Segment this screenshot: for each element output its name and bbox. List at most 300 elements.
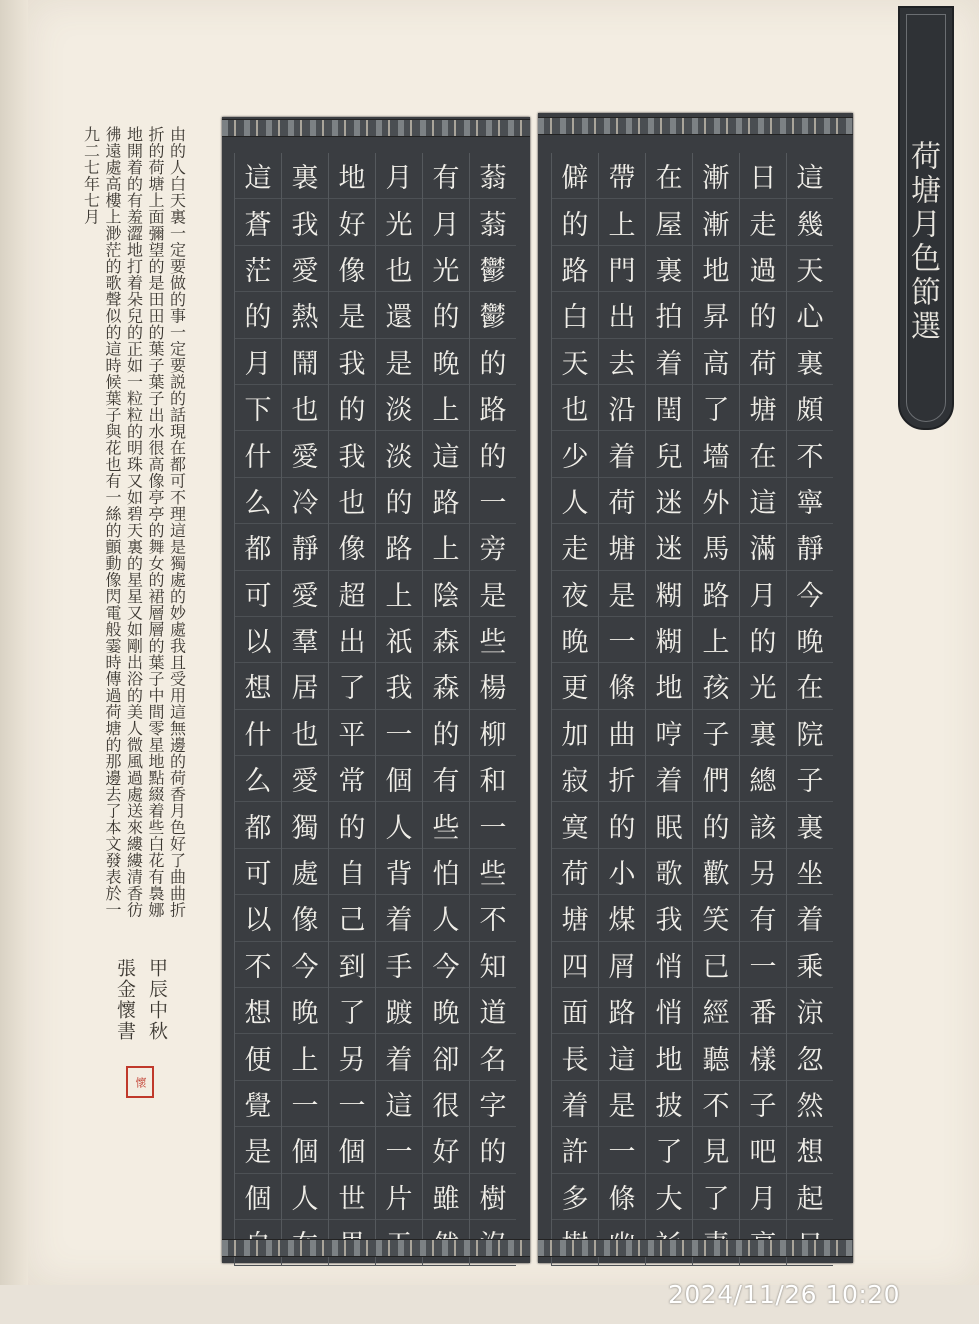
character-cell: 么 <box>235 756 281 802</box>
ornament-border-bottom <box>538 1239 853 1257</box>
character-cell: 涼 <box>787 988 833 1034</box>
character-cell: 月 <box>423 199 469 245</box>
character-grid-left <box>234 153 516 1266</box>
character-cell: 了 <box>329 663 375 709</box>
character-cell: 超 <box>329 571 375 617</box>
character-cell: 卻 <box>423 1034 469 1080</box>
character-cell: 着 <box>376 895 422 941</box>
character-cell: 茫 <box>235 246 281 292</box>
character-cell: 晚 <box>282 988 328 1034</box>
character-cell: 昇 <box>693 292 739 338</box>
character-cell: 馬 <box>693 524 739 570</box>
character-cell: 人 <box>376 802 422 848</box>
character-cell: 裏 <box>646 246 692 292</box>
character-cell: 今 <box>282 942 328 988</box>
character-cell: 小 <box>599 849 645 895</box>
character-cell: 裏 <box>787 339 833 385</box>
text-column <box>422 153 469 1266</box>
character-cell: 我 <box>282 199 328 245</box>
character-cell: 一 <box>376 1127 422 1173</box>
character-cell: 一 <box>470 478 516 524</box>
character-cell: 滿 <box>740 524 786 570</box>
character-cell: 是 <box>235 1127 281 1173</box>
character-cell: 這 <box>740 478 786 524</box>
character-cell: 子 <box>740 1081 786 1127</box>
character-cell: 獨 <box>282 802 328 848</box>
character-cell: 鬱 <box>470 292 516 338</box>
character-cell: 人 <box>552 478 598 524</box>
character-cell: 了 <box>646 1127 692 1173</box>
text-column <box>645 153 692 1266</box>
character-cell: 我 <box>329 339 375 385</box>
character-cell: 屑 <box>599 942 645 988</box>
character-cell: 笑 <box>693 895 739 941</box>
character-cell: 塘 <box>740 385 786 431</box>
character-cell: 院 <box>787 710 833 756</box>
character-cell: 歌 <box>646 849 692 895</box>
character-cell: 還 <box>376 292 422 338</box>
character-cell: 塘 <box>552 895 598 941</box>
character-cell: 是 <box>470 571 516 617</box>
character-cell: 是 <box>599 1081 645 1127</box>
character-cell: 着 <box>646 339 692 385</box>
character-cell: 路 <box>470 385 516 431</box>
character-cell: 悄 <box>646 988 692 1034</box>
character-cell: 些 <box>423 802 469 848</box>
character-cell: 晚 <box>423 988 469 1034</box>
character-cell: 折 <box>599 756 645 802</box>
character-cell: 歡 <box>693 849 739 895</box>
character-cell: 也 <box>282 385 328 431</box>
character-cell: 白 <box>552 292 598 338</box>
character-cell: 寂 <box>552 756 598 802</box>
character-cell: 地 <box>693 246 739 292</box>
character-cell: 字 <box>470 1081 516 1127</box>
character-cell: 更 <box>552 663 598 709</box>
character-cell: 不 <box>470 895 516 941</box>
character-cell: 天 <box>787 246 833 292</box>
character-cell: 一 <box>329 1081 375 1127</box>
stele-panel-left <box>222 117 530 1263</box>
character-cell: 晚 <box>552 617 598 663</box>
character-cell: 着 <box>646 756 692 802</box>
character-cell: 樣 <box>740 1034 786 1080</box>
character-cell: 光 <box>423 246 469 292</box>
character-cell: 名 <box>470 1034 516 1080</box>
character-cell: 寧 <box>787 478 833 524</box>
text-column <box>328 153 375 1266</box>
character-cell: 去 <box>599 339 645 385</box>
character-cell: 曲 <box>599 710 645 756</box>
character-cell: 另 <box>329 1034 375 1080</box>
page-shadow <box>0 0 28 1285</box>
character-cell: 加 <box>552 710 598 756</box>
character-cell: 羣 <box>282 617 328 663</box>
character-cell: 少 <box>552 431 598 477</box>
character-cell: 過 <box>740 246 786 292</box>
character-cell: 靜 <box>282 524 328 570</box>
character-cell: 拍 <box>646 292 692 338</box>
character-cell: 常 <box>329 756 375 802</box>
character-cell: 漸 <box>693 153 739 199</box>
character-cell: 了 <box>693 385 739 431</box>
character-cell: 地 <box>646 663 692 709</box>
character-cell: 什 <box>235 710 281 756</box>
character-cell: 路 <box>599 988 645 1034</box>
character-cell: 愛 <box>282 571 328 617</box>
character-cell: 然 <box>787 1081 833 1127</box>
character-cell: 這 <box>235 153 281 199</box>
character-cell: 想 <box>235 988 281 1034</box>
character-cell: 裏 <box>787 802 833 848</box>
character-cell: 也 <box>376 246 422 292</box>
character-cell: 熱 <box>282 292 328 338</box>
character-cell: 愛 <box>282 756 328 802</box>
character-cell: 好 <box>423 1127 469 1173</box>
character-cell: 雖 <box>423 1174 469 1220</box>
character-cell: 經 <box>693 988 739 1034</box>
character-cell: 寞 <box>552 802 598 848</box>
character-cell: 裏 <box>282 153 328 199</box>
character-cell: 大 <box>646 1174 692 1220</box>
character-cell: 許 <box>552 1127 598 1173</box>
character-cell: 路 <box>693 571 739 617</box>
character-cell: 頗 <box>787 385 833 431</box>
character-cell: 手 <box>376 942 422 988</box>
character-cell: 有 <box>740 895 786 941</box>
ornament-border-bottom <box>222 1239 530 1257</box>
postscript-text: 由的人白天裏一定要做的事一定要説的話現在都可不理這是獨處的妙處我且受用這無邊的荷香月色好了曲曲折折的荷塘上面彌望的是田田的葉子葉子出水很高像亭亭的舞女的裙層層的葉子中間零星地點綴着些白花有裊娜地開着的有羞澀地打着朵兒的正如一粒粒的明珠又如碧天裏的星星又如剛出浴的美人微風過處送來縷縷清香彷彿遠處高樓上渺茫的歌聲似的這時候葉子與花也有一絲的顫動像閃電般霎時傳過荷塘的那邊去了本文發表於一九二七年七月 <box>81 126 187 918</box>
character-cell: 心 <box>787 292 833 338</box>
text-column <box>786 153 833 1266</box>
character-cell: 不 <box>235 942 281 988</box>
character-cell: 日 <box>740 153 786 199</box>
character-cell: 總 <box>740 756 786 802</box>
character-cell: 像 <box>329 524 375 570</box>
character-cell: 屋 <box>646 199 692 245</box>
character-cell: 僻 <box>552 153 598 199</box>
character-cell: 自 <box>329 849 375 895</box>
character-cell: 的 <box>329 385 375 431</box>
character-cell: 以 <box>235 617 281 663</box>
character-cell: 平 <box>329 710 375 756</box>
character-cell: 踱 <box>376 988 422 1034</box>
character-cell: 幾 <box>787 199 833 245</box>
character-cell: 愛 <box>282 431 328 477</box>
character-cell: 見 <box>693 1127 739 1173</box>
character-cell: 靜 <box>787 524 833 570</box>
character-cell: 月 <box>235 339 281 385</box>
character-cell: 着 <box>552 1081 598 1127</box>
character-cell: 墻 <box>693 431 739 477</box>
character-cell: 塘 <box>599 524 645 570</box>
character-cell: 出 <box>599 292 645 338</box>
character-cell: 們 <box>693 756 739 802</box>
photo-timestamp: 2024/11/26 10:20 <box>668 1280 901 1309</box>
character-cell: 夜 <box>552 571 598 617</box>
character-cell: 另 <box>740 849 786 895</box>
text-column <box>375 153 422 1266</box>
character-cell: 披 <box>646 1081 692 1127</box>
character-cell: 淡 <box>376 431 422 477</box>
character-cell: 多 <box>552 1174 598 1220</box>
character-cell: 出 <box>329 617 375 663</box>
character-cell: 荷 <box>599 478 645 524</box>
character-cell: 一 <box>599 1127 645 1173</box>
character-cell: 在 <box>787 663 833 709</box>
character-cell: 背 <box>376 849 422 895</box>
character-cell: 一 <box>470 802 516 848</box>
character-cell: 道 <box>470 988 516 1034</box>
character-cell: 都 <box>235 802 281 848</box>
character-cell: 冷 <box>282 478 328 524</box>
character-cell: 森 <box>423 663 469 709</box>
character-cell: 便 <box>235 1034 281 1080</box>
character-cell: 這 <box>787 153 833 199</box>
character-cell: 四 <box>552 942 598 988</box>
ornament-border-top <box>222 119 530 137</box>
text-column <box>469 153 516 1266</box>
character-cell: 下 <box>235 385 281 431</box>
character-cell: 地 <box>329 153 375 199</box>
character-cell: 我 <box>329 431 375 477</box>
character-cell: 的 <box>423 292 469 338</box>
character-cell: 覺 <box>235 1081 281 1127</box>
character-cell: 上 <box>423 524 469 570</box>
character-cell: 月 <box>740 1174 786 1220</box>
character-cell: 忽 <box>787 1034 833 1080</box>
character-cell: 的 <box>329 802 375 848</box>
character-cell: 糊 <box>646 571 692 617</box>
character-cell: 吧 <box>740 1127 786 1173</box>
character-cell: 閏 <box>646 385 692 431</box>
character-cell: 荷 <box>552 849 598 895</box>
page-title: 荷塘月色節選 <box>905 140 940 344</box>
character-cell: 子 <box>693 710 739 756</box>
character-cell: 乘 <box>787 942 833 988</box>
character-cell: 個 <box>282 1127 328 1173</box>
character-cell: 柳 <box>470 710 516 756</box>
character-cell: 月 <box>740 571 786 617</box>
character-cell: 一 <box>740 942 786 988</box>
character-cell: 迷 <box>646 524 692 570</box>
character-cell: 兒 <box>646 431 692 477</box>
character-cell: 門 <box>599 246 645 292</box>
character-cell: 面 <box>552 988 598 1034</box>
character-cell: 片 <box>376 1174 422 1220</box>
character-cell: 么 <box>235 478 281 524</box>
character-cell: 煤 <box>599 895 645 941</box>
character-cell: 該 <box>740 802 786 848</box>
character-cell: 這 <box>599 1034 645 1080</box>
character-cell: 像 <box>329 246 375 292</box>
character-cell: 森 <box>423 617 469 663</box>
character-cell: 有 <box>423 756 469 802</box>
character-cell: 是 <box>329 292 375 338</box>
character-cell: 着 <box>599 431 645 477</box>
character-cell: 這 <box>423 431 469 477</box>
character-cell: 上 <box>376 571 422 617</box>
character-cell: 的 <box>599 802 645 848</box>
character-cell: 一 <box>376 710 422 756</box>
text-column <box>598 153 645 1266</box>
character-cell: 了 <box>693 1174 739 1220</box>
character-cell: 都 <box>235 524 281 570</box>
character-cell: 聽 <box>693 1034 739 1080</box>
character-cell: 處 <box>282 849 328 895</box>
signature-name: 張金懷書 <box>114 958 136 1042</box>
character-cell: 什 <box>235 431 281 477</box>
text-column <box>739 153 786 1266</box>
character-cell: 的 <box>470 1127 516 1173</box>
character-cell: 條 <box>599 1174 645 1220</box>
character-cell: 一 <box>599 617 645 663</box>
character-cell: 着 <box>787 895 833 941</box>
character-cell: 人 <box>282 1174 328 1220</box>
character-cell: 眠 <box>646 802 692 848</box>
character-cell: 怕 <box>423 849 469 895</box>
character-cell: 也 <box>552 385 598 431</box>
character-cell: 個 <box>376 756 422 802</box>
character-cell: 的 <box>470 339 516 385</box>
character-cell: 人 <box>423 895 469 941</box>
character-cell: 想 <box>235 663 281 709</box>
character-cell: 一 <box>282 1081 328 1127</box>
ornament-border-top <box>538 117 853 135</box>
character-cell: 晚 <box>423 339 469 385</box>
character-cell: 走 <box>552 524 598 570</box>
text-column <box>692 153 739 1266</box>
character-cell: 也 <box>282 710 328 756</box>
character-cell: 楊 <box>470 663 516 709</box>
character-cell: 個 <box>329 1127 375 1173</box>
character-cell: 外 <box>693 478 739 524</box>
character-cell: 這 <box>376 1081 422 1127</box>
character-cell: 哼 <box>646 710 692 756</box>
character-cell: 路 <box>552 246 598 292</box>
signature-date: 甲辰中秋 <box>146 958 168 1042</box>
character-cell: 長 <box>552 1034 598 1080</box>
character-cell: 些 <box>470 849 516 895</box>
character-cell: 我 <box>376 663 422 709</box>
character-cell: 以 <box>235 895 281 941</box>
character-cell: 起 <box>787 1174 833 1220</box>
text-column <box>281 153 328 1266</box>
character-cell: 糊 <box>646 617 692 663</box>
character-cell: 走 <box>740 199 786 245</box>
stele-panel-right <box>538 113 853 1263</box>
character-cell: 知 <box>470 942 516 988</box>
character-cell: 的 <box>470 431 516 477</box>
character-cell: 的 <box>376 478 422 524</box>
character-cell: 有 <box>423 153 469 199</box>
character-cell: 已 <box>693 942 739 988</box>
character-cell: 淡 <box>376 385 422 431</box>
character-cell: 着 <box>376 1034 422 1080</box>
character-cell: 的 <box>552 199 598 245</box>
character-cell: 帶 <box>599 153 645 199</box>
character-cell: 天 <box>552 339 598 385</box>
character-cell: 些 <box>470 617 516 663</box>
character-cell: 路 <box>423 478 469 524</box>
character-cell: 鬧 <box>282 339 328 385</box>
character-cell: 蓊 <box>470 199 516 245</box>
character-cell: 蓊 <box>470 153 516 199</box>
character-cell: 個 <box>235 1174 281 1220</box>
character-cell: 的 <box>740 292 786 338</box>
character-cell: 光 <box>376 199 422 245</box>
character-cell: 漸 <box>693 199 739 245</box>
character-cell: 迷 <box>646 478 692 524</box>
character-cell: 番 <box>740 988 786 1034</box>
character-cell: 是 <box>599 571 645 617</box>
character-cell: 在 <box>740 431 786 477</box>
character-cell: 的 <box>740 617 786 663</box>
character-cell: 路 <box>376 524 422 570</box>
character-cell: 可 <box>235 849 281 895</box>
character-cell: 子 <box>787 756 833 802</box>
character-cell: 了 <box>329 988 375 1034</box>
character-cell: 裏 <box>740 710 786 756</box>
character-cell: 也 <box>329 478 375 524</box>
character-cell: 不 <box>787 431 833 477</box>
character-cell: 的 <box>693 802 739 848</box>
character-cell: 的 <box>423 710 469 756</box>
text-column <box>234 153 281 1266</box>
red-seal: 懷 <box>126 1066 154 1098</box>
character-cell: 旁 <box>470 524 516 570</box>
character-cell: 月 <box>376 153 422 199</box>
character-cell: 的 <box>235 292 281 338</box>
character-cell: 我 <box>646 895 692 941</box>
character-cell: 高 <box>693 339 739 385</box>
character-cell: 今 <box>787 571 833 617</box>
character-cell: 祇 <box>376 617 422 663</box>
character-cell: 條 <box>599 663 645 709</box>
character-cell: 愛 <box>282 246 328 292</box>
character-cell: 地 <box>646 1034 692 1080</box>
character-cell: 蒼 <box>235 199 281 245</box>
character-cell: 和 <box>470 756 516 802</box>
character-cell: 上 <box>282 1034 328 1080</box>
character-cell: 世 <box>329 1174 375 1220</box>
character-cell: 像 <box>282 895 328 941</box>
character-cell: 悄 <box>646 942 692 988</box>
character-cell: 是 <box>376 339 422 385</box>
character-cell: 晚 <box>787 617 833 663</box>
character-cell: 坐 <box>787 849 833 895</box>
character-cell: 可 <box>235 571 281 617</box>
character-cell: 荷 <box>740 339 786 385</box>
character-cell: 今 <box>423 942 469 988</box>
character-cell: 上 <box>423 385 469 431</box>
character-cell: 鬱 <box>470 246 516 292</box>
character-cell: 想 <box>787 1127 833 1173</box>
character-cell: 很 <box>423 1081 469 1127</box>
character-cell: 上 <box>599 199 645 245</box>
character-cell: 樹 <box>470 1174 516 1220</box>
character-cell: 好 <box>329 199 375 245</box>
text-column <box>551 153 598 1266</box>
character-cell: 上 <box>693 617 739 663</box>
character-cell: 到 <box>329 942 375 988</box>
character-cell: 陰 <box>423 571 469 617</box>
character-cell: 己 <box>329 895 375 941</box>
character-cell: 在 <box>646 153 692 199</box>
character-cell: 光 <box>740 663 786 709</box>
character-cell: 沿 <box>599 385 645 431</box>
character-grid-right <box>551 153 833 1266</box>
